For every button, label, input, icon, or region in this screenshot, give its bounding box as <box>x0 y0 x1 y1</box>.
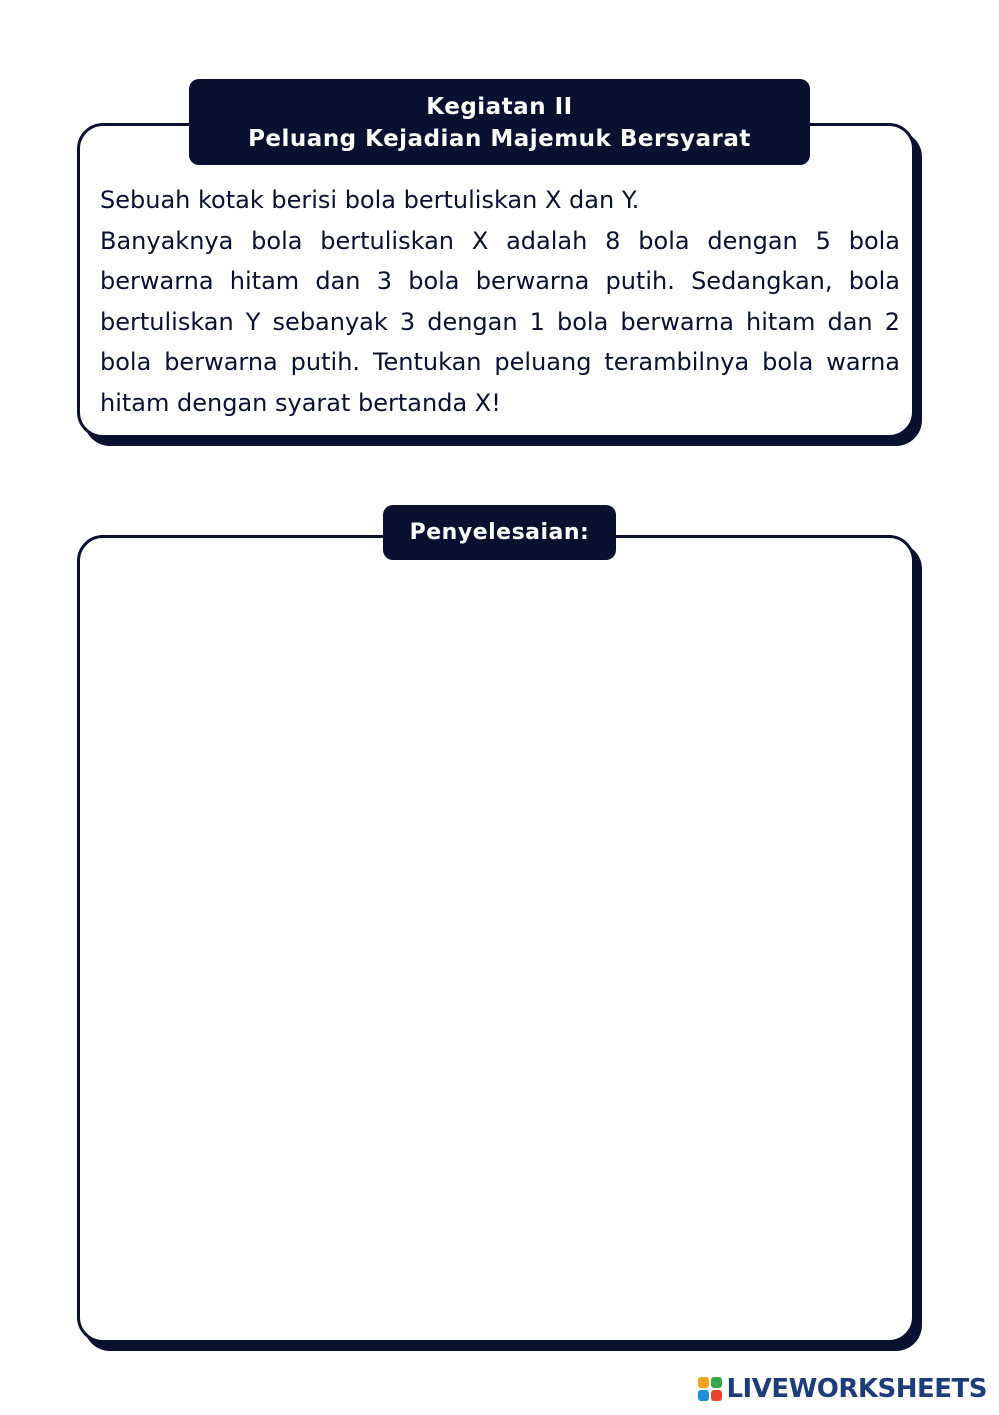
question-text <box>100 180 900 423</box>
logo-square-1 <box>698 1377 709 1388</box>
activity-title-tab <box>189 79 810 165</box>
logo-square-3 <box>698 1390 709 1401</box>
question-line-1: Sebuah kotak berisi bola bertuliskan X dan Y. <box>100 186 640 214</box>
liveworksheets-logo-icon <box>698 1377 722 1401</box>
activity-number: Kegiatan II <box>426 94 573 120</box>
liveworksheets-watermark <box>698 1374 987 1404</box>
logo-square-2 <box>711 1377 722 1388</box>
watermark-text: LIVEWORKSHEETS <box>726 1374 987 1404</box>
question-line-2: Banyaknya bola bertuliskan X adalah 8 bola dengan 5 bola berwarna hitam dan 3 bola berwarna putih. Sedangkan, bola bertuliskan Y sebanyak 3 dengan 1 bola berwarna hitam dan 2 bola berwarna putih. Tentukan peluang terambilnya bola warna hitam dengan syarat bertanda X! <box>100 226 900 417</box>
answer-area[interactable] <box>77 535 915 1343</box>
logo-square-4 <box>711 1390 722 1401</box>
solution-label: Penyelesaian: <box>383 505 616 560</box>
activity-title: Peluang Kejadian Majemuk Bersyarat <box>248 126 751 152</box>
